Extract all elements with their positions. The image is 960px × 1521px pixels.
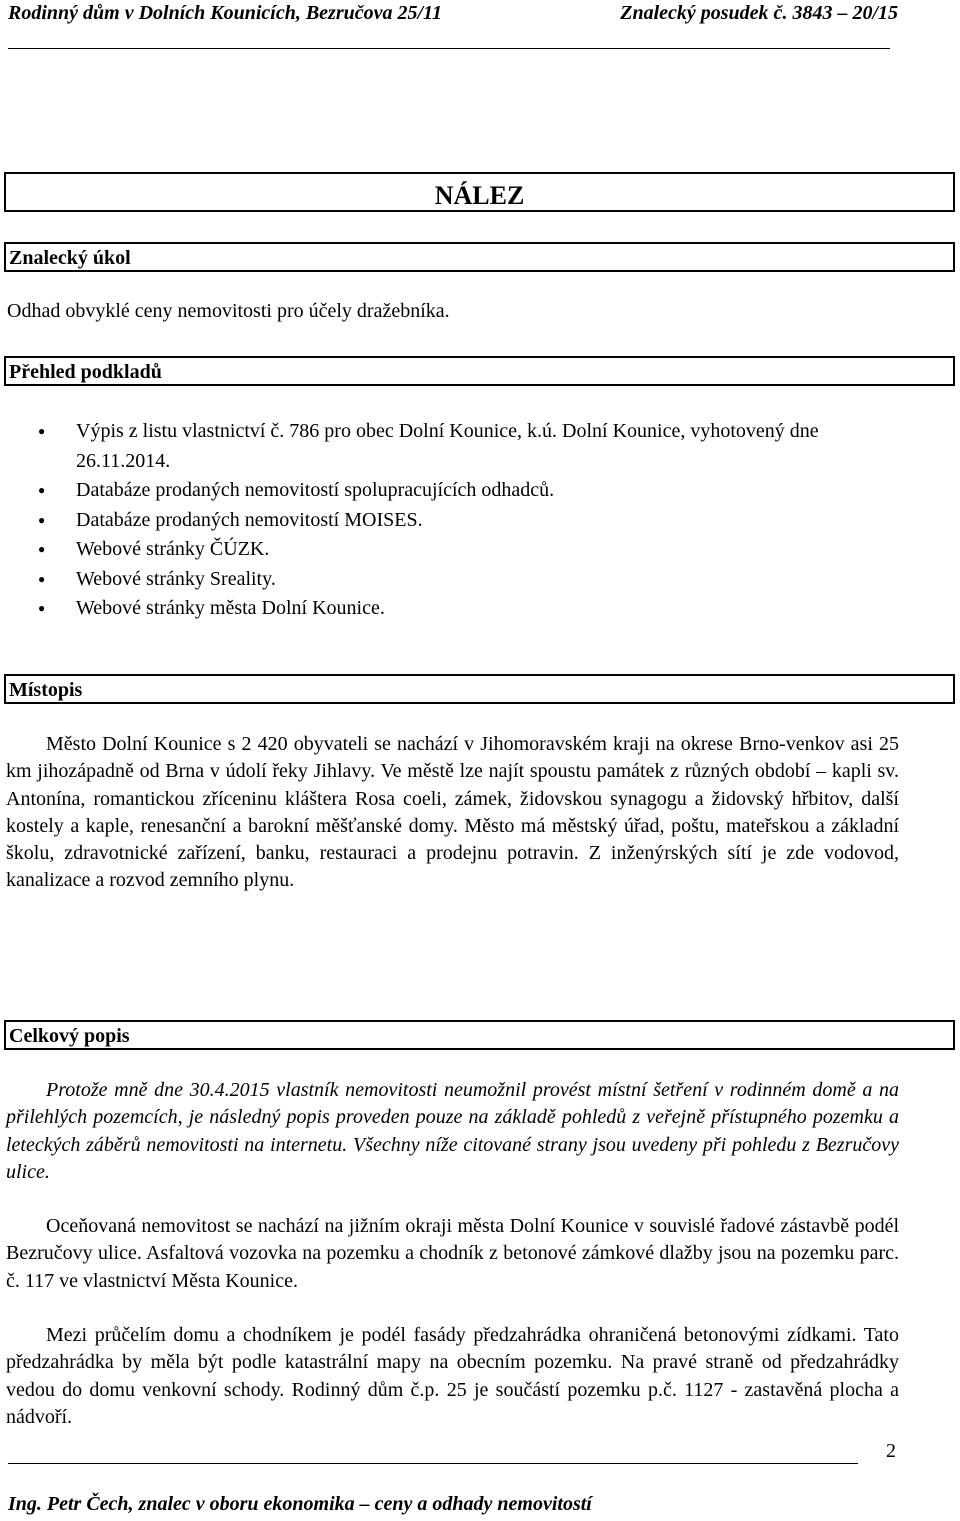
section-heading-location: Místopis	[4, 674, 955, 704]
description-paragraph-2: Oceňovaná nemovitost se nachází na jižním okraji města Dolní Kounice v souvislé řadové zástavbě podél Bezručovy ulice. Asfaltová vozovka na pozemku a chodník z betonové zámkové dlažby jsou na pozemku parc. č. 117 ve vlastnictví Města Kounice.	[6, 1215, 899, 1292]
description-paragraph-1: Protože mně dne 30.4.2015 vlastník nemovitosti neumožnil provést místní šetření v rodinném domě a na přilehlých pozemcích, je následný popis proveden pouze na základě pohledů z veřejně přístupného pozemku a leteckých záběrů nemovitosti na internetu. Všechny níže citované strany jsou uvedeny při pohledu z Bezručovy ulice.	[6, 1079, 899, 1183]
header-rule	[8, 48, 890, 49]
page-number: 2	[886, 1440, 896, 1462]
header-left: Rodinný dům v Dolních Kounicích, Bezručova 25/11	[8, 2, 442, 24]
description-paragraph-3: Mezi průčelím domu a chodníkem je podél fasády předzahrádka ohraničená betonovými zídkami. Tato předzahrádka by měla být podle katastrální mapy na obecním pozemku. Na pravé straně od předzahrádky vedou do domu venkovní schody. Rodinný dům č.p. 25 je součástí pozemku p.č. 1127 - zastavěná plocha a nádvoří.	[6, 1324, 899, 1428]
task-text: Odhad obvyklé ceny nemovitosti pro účely dražebníka.	[7, 300, 450, 322]
list-item: ● Webové stránky města Dolní Kounice.	[0, 594, 900, 624]
sources-list	[0, 417, 900, 624]
list-item: ● Databáze prodaných nemovitostí spolupracujících odhadců.	[0, 476, 900, 506]
footer-rule	[8, 1463, 858, 1464]
page-header	[8, 2, 898, 25]
list-item: ● Webové stránky Sreality.	[0, 565, 900, 595]
description-text	[6, 1077, 899, 1431]
list-item: ● Výpis z listu vlastnictví č. 786 pro obec Dolní Kounice, k.ú. Dolní Kounice, vyhotovený dne 26.11.2014.	[0, 417, 900, 476]
header-right: Znalecký posudek č. 3843 – 20/15	[620, 2, 898, 24]
section-heading-sources: Přehled podkladů	[4, 356, 955, 386]
location-text	[6, 731, 899, 895]
list-item: ● Webové stránky ČÚZK.	[0, 535, 900, 565]
page-footer: Ing. Petr Čech, znalec v oboru ekonomika – ceny a odhady nemovitostí	[8, 1493, 592, 1515]
section-heading-task: Znalecký úkol	[4, 242, 955, 272]
section-heading-description: Celkový popis	[4, 1020, 955, 1050]
location-paragraph: Město Dolní Kounice s 2 420 obyvateli se nachází v Jihomoravském kraji na okrese Brno-venkov asi 25 km jihozápadně od Brna v údolí řeky Jihlavy. Ve městě lze najít spoustu památek z různých období – kapli sv. Antonína, romantickou zříceninu kláštera Rosa coeli, zámek, židovskou synagogu a židovský hřbitov, další kostely a kaple, renesanční a barokní měšťanské domy. Město má městský úřad, poštu, mateřskou a základní školu, zdravotnické zařízení, banku, restauraci a prodejnu potravin. Z inženýrských sítí je zde vodovod, kanalizace a rozvod zemního plynu.	[6, 733, 899, 892]
list-item: ● Databáze prodaných nemovitostí MOISES.	[0, 506, 900, 536]
page-title: NÁLEZ	[4, 172, 955, 212]
